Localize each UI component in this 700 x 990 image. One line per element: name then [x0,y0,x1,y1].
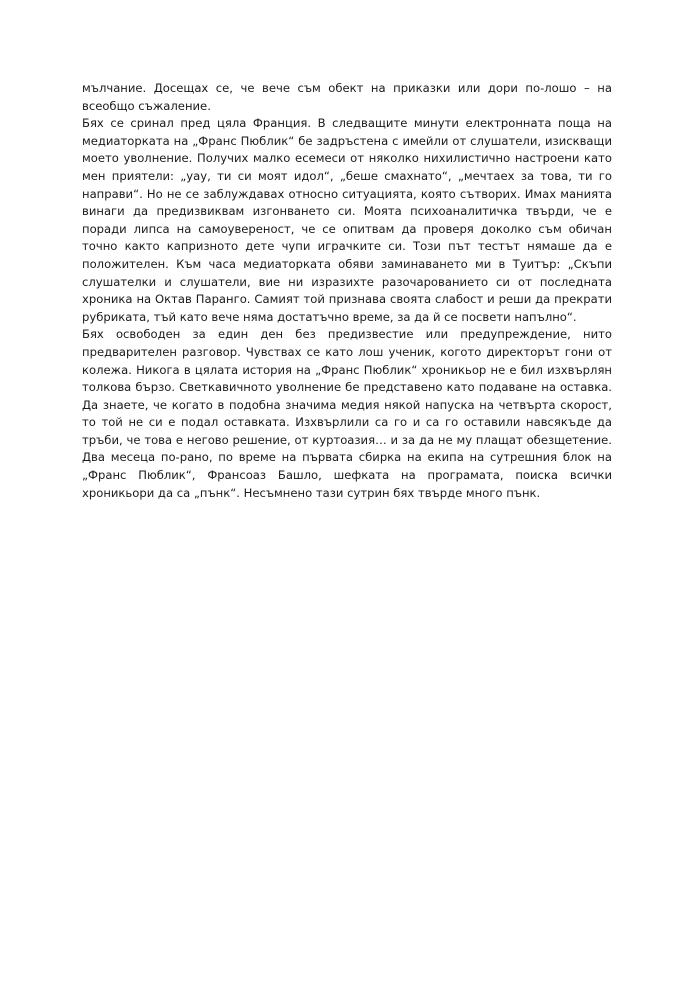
body-text [82,80,612,502]
paragraph-1: мълчание. Досещах се, че вече съм обект на приказки или дори по-лошо – на всеобщо съжаление. [82,81,612,113]
paragraph-2: Бях се сринал пред цяла Франция. В следващите минути електронната поща на медиаторката на „Франс Пюблик“ бе задръстена с имейли от слушатели, изискващи моето уволнение. Получих малко есемеси от няколко нихилистично настроени като мен приятели: „уау, ти си моят идол“, „беше смахнато“, „мечтаех за това, ти го направи“. Но не се заблуждавах относно ситуацията, която сътворих. Имах манията винаги да предизвиквам изгонването си. Моята психоаналитичка твърди, че е поради липса на самоувереност, че се опитвам да проверя доколко съм обичан точно както капризното дете чупи играчките си. Този път тестът нямаше да е положителен. Към часа медиаторката обяви заминаването ми в Туитър: „Скъпи слушателки и слушатели, вие ни изразихте разочарованието си от последната хроника на Октав Паранго. Самият той признава своята слабост и реши да прекрати рубриката, тъй като вече няма достатъчно време, за да й се посвети напълно“. [82,116,612,324]
paragraph-3: Бях освободен за един ден без предизвестие или предупреждение, нито предварителен разговор. Чувствах се като лош ученик, когото директорът гони от колежа. Никога в цялата история на „Франс Пюблик“ хроникьор не е бил изхвърлян толкова бързо. Светкавичното уволнение бе представено като подаване на оставка. Да знаете, че когато в подобна значима медия някой напуска на четвърта скорост, то той не си е подал оставката. Изхвърлили са го и са го оставили навсякъде да тръби, че това е негово решение, от куртоазия… и за да не му плащат обезщетение. Два месеца по-рано, по време на първата сбирка на екипа на сутрешния блок на „Франс Пюблик“, Франсоаз Башло, шефката на програмата, поиска всички хроникьори да са „пънк“. Несъмнено тази сутрин бях твърде много пънк. [82,327,612,500]
